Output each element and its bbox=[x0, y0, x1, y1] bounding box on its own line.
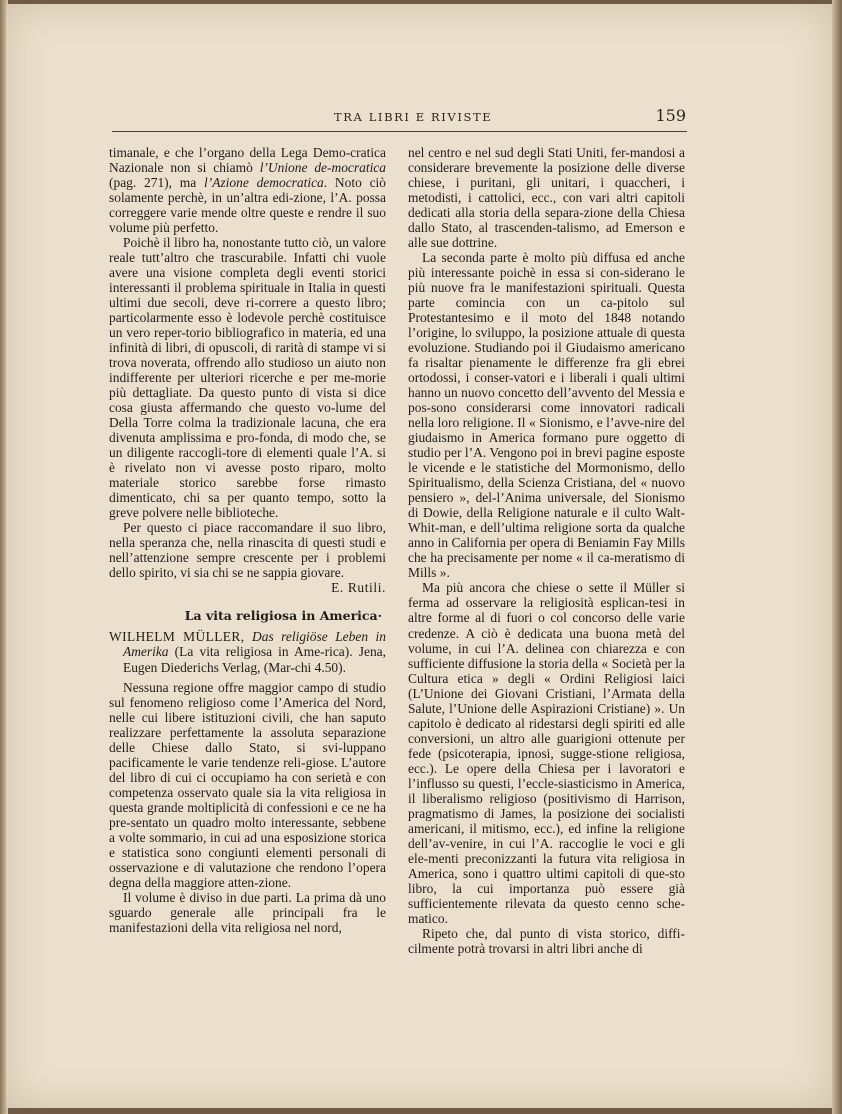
right-column bbox=[408, 145, 685, 956]
running-title: TRA LIBRI E RIVISTE bbox=[334, 110, 493, 124]
section-heading: La vita religiosa in America· bbox=[184, 608, 382, 624]
book-title: Das religiöse Leben in Amerika bbox=[123, 629, 386, 660]
review-signature bbox=[109, 580, 386, 595]
reviewer-name: E. Rutili. bbox=[331, 580, 386, 596]
header-rule bbox=[112, 131, 687, 132]
journal-title-italic: l’Unione de-mocratica bbox=[259, 160, 386, 176]
paragraph: Ripeto che, dal punto di vista storico, diffi-cilmente potrà trovarsi in altri libri anche di bbox=[408, 925, 685, 956]
paragraph: Ma più ancora che chiese o sette il Müller si ferma ad osservare la religiosità esplican-tesi in altre forme al di fuori o col concorso delle varie credenze. A ciò è dedicata una buona metà del volume, in cui l’A. delinea con chiarezza e con sufficiente diffusione la storia della « Società per la Cultura etica » degli « Ordini Religiosi laici (L’Unione dei Giovani Cristiani, l’Armata della Salute, l’Unione delle Aspirazioni Cristiane) ». Un capitolo è dedicato al ridestarsi degli spiriti ed alle conversioni, un altro alle guarigioni ottenute per fede (psicoterapia, ipnosi, sugge-stione religiosa, ecc.). Le opere della Chiesa per i lavoratori e l’influsso su questi, l’eccle-siasticismo in America, il liberalismo religioso (positivismo di Harrison, pragmatismo di James, la posizione dei socialisti americani, il mitismo, ecc.), ed infine la religione dell’av-venire, in cui l’A. raccoglie le voci e gli ele-menti preconizzanti la futura vita religiosa in America, sono i quattro ultimi capitoli di que-sto libro, la cui importanza può essere già sufficientemente rilevata da questo cenno sche-matico. bbox=[408, 580, 685, 926]
paragraph: La seconda parte è molto più diffusa ed anche più interessante poichè in essa si con-siderano le più nuove fra le manifestazioni spirituali. Questa parte comincia con un ca-pitolo sul Protestantesimo e il moto del 1848 notando l’origine, lo sviluppo, la posizione attuale di questa evoluzione. Studiando poi il Giudaismo americano fa risaltar pienamente le differenze fra gli ebrei ortodossi, i conser-vatori e i liberali i quali ultimi hanno un nuovo concetto dell’avvento del Messia e pos-sono considerarsi come innovatori radicali nella loro religione. Il « Sionismo, e l’avve-nire del giudaismo in America formano pure oggetto di studio per l’A. Vengono poi in brevi pagine esposte le vicende e le statistiche del Mormonismo, dello Spiritualismo, della Scienza Cristiana, del « nuovo pensiero », del-l’Anima universale, del Sionismo di Dowie, della Religione naturale e il culto Walt-Whit-man, e dell’ultima religione sorta da qualche anno in California per opera di Beniamin Fay Mills che ha precisamente per nome « il ca-meratismo di Mills ». bbox=[408, 250, 685, 581]
bibliographic-entry bbox=[109, 629, 386, 674]
paragraph: Il volume è diviso in due parti. La prima dà uno sguardo generale alle principali fra le manifestazioni della vita religiosa nel nord, bbox=[109, 889, 386, 935]
paragraph: Nessuna regione offre maggior campo di studio sul fenomeno religioso come l’America del Nord, nelle cui libere istituzioni civili, che han saputo realizzare perfettamente la assoluta separazione delle Chiese dallo Stato, si svi-luppano pacificamente le varie tendenze reli-giose. L’autore del libro di cui ci occupiamo ha con serietà e con competenza osservato quale sia la vita religiosa in questa grande moltiplicità di confessioni e ce ne ha pre-sentato un quadro molto interessante, sebbene a volte sommario, in cui ad una esposizione storica e statistica sono congiunti elementi personali di osservazione e di valutazione che rendono l’opera degna della maggiore atten-zione. bbox=[109, 679, 386, 890]
left-column bbox=[109, 145, 386, 935]
page-edge-shadow bbox=[832, 0, 842, 1114]
paragraph: nel centro e nel sud degli Stati Uniti, fer-mandosi a considerare brevemente la posizione delle diverse chiese, i puritani, gli unitari, i quaccheri, i metodisti, i cattolici, ecc., con vari altri capitoli dedicati alla storia della separa-zione della Chiesa dallo Stato, al trascenden-talismo, ad Emerson e alle sue dottrine. bbox=[408, 145, 685, 251]
paragraph: timanale, e che l’organo della Lega Demo-cratica Nazionale non si chiamò l’Unione de-mocratica (pag. 271), ma l’Azione democratica. Noto ciò solamente perchè, in un’altra edi-zione, l’A. possa correggere varie mende oltre queste e rendre il suo volume più perfetto. bbox=[109, 145, 386, 236]
book-author: WILHELM MÜLLER, bbox=[109, 629, 245, 645]
page-number: 159 bbox=[655, 106, 686, 125]
journal-title-italic: l’Azione democratica bbox=[204, 175, 324, 191]
book-details: (La vita religiosa in Ame-rica). Jena, Eugen Diederichs Verlag, (Mar-chi 4.50). bbox=[123, 644, 386, 675]
paragraph: Per questo ci piace raccomandare il suo libro, nella speranza che, nella rinascita di questi studi e nell’attenzione sempre crescente per i problemi dello spirito, vi sia chi se ne sappia giovare. bbox=[109, 520, 386, 581]
running-head bbox=[112, 106, 686, 128]
paragraph: Poichè il libro ha, nonostante tutto ciò, un valore reale tutt’altro che trascurabile. Infatti chi vuole avere una visione completa degli eventi storici interessanti il problema spirituale in Italia in questi ultimi due secoli, deve ri-correre a questo libro; particolarmente esso è lodevole perchè costituisce un vero reper-torio bibliografico in materia, ed una infinità di libri, di opuscoli, di rarità di stampe vi si trova noverata, offrendo allo studioso un aiuto non indifferente per ulteriori ricerche e per me-morie più dettagliate. Da questo punto di vista si dice cosa giusta affermando che questo vo-lume del Della Torre colma la tradizionale lacuna, che era divenuta amplissima e pro-fonda, di modo che, se un diligente raccogli-tore di elementi quale l’A. si è rivelato non vi avesse posto riparo, molto materiale storico sarebbe forse rimasto dimenticato, chi sa per quanto tempo, sotto la greve polvere nelle biblioteche. bbox=[109, 235, 386, 521]
